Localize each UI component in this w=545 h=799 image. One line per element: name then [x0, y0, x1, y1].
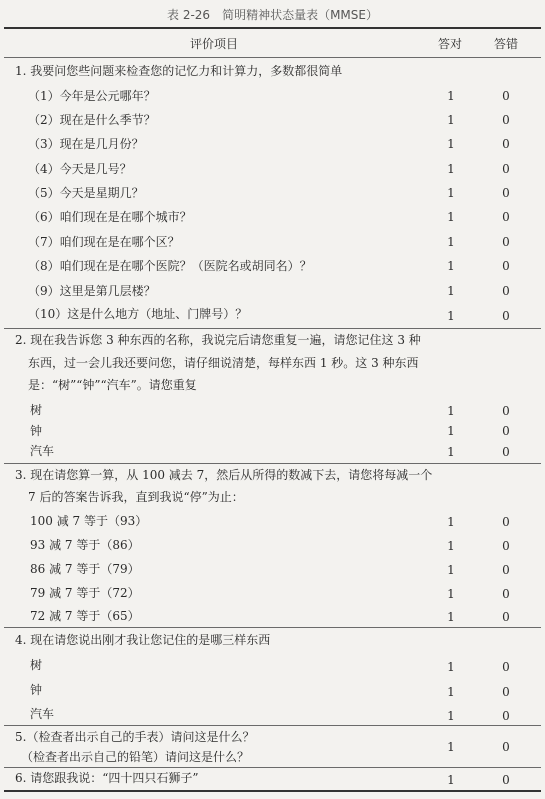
list-item: 树 — [30, 403, 43, 417]
list-item: 钟 — [30, 683, 43, 697]
section-2-title-line2: 东西，过一会儿我还要问您，请仔细说清楚，每样东西 1 秒。这 3 种东西 — [28, 356, 419, 370]
list-item: 72 减 7 等于（65） — [30, 609, 140, 623]
wrong-score: 0 — [502, 515, 510, 529]
list-item: （10）这是什么地方（地址、门牌号）？ — [28, 307, 248, 321]
correct-score: 1 — [447, 445, 455, 459]
correct-score: 1 — [447, 660, 455, 674]
correct-score: 1 — [447, 186, 455, 200]
correct-score: 1 — [447, 404, 455, 418]
header-wrong: 答错 — [493, 37, 518, 51]
section-3-title-line2: 7 后的答案告诉我，直到我说“停”为止： — [28, 490, 244, 504]
wrong-score: 0 — [502, 186, 510, 200]
correct-score: 1 — [447, 210, 455, 224]
wrong-score: 0 — [502, 773, 510, 787]
section-2-title: 2. 现在我告诉您 3 种东西的名称，我说完后请您重复一遍，请您记住这 3 种 — [15, 333, 421, 347]
section-divider — [4, 463, 541, 464]
wrong-score: 0 — [502, 563, 510, 577]
list-item: 树 — [30, 658, 43, 672]
correct-score: 1 — [447, 563, 455, 577]
correct-score: 1 — [447, 235, 455, 249]
correct-score: 1 — [447, 773, 455, 787]
wrong-score: 0 — [502, 660, 510, 674]
wrong-score: 0 — [502, 162, 510, 176]
wrong-score: 0 — [502, 210, 510, 224]
header-rule — [4, 57, 541, 58]
wrong-score: 0 — [502, 445, 510, 459]
correct-score: 1 — [447, 162, 455, 176]
section-divider — [4, 328, 541, 329]
wrong-score: 0 — [502, 259, 510, 273]
correct-score: 1 — [447, 424, 455, 438]
list-item: 汽车 — [30, 444, 55, 458]
section-5-title: 5.（检查者出示自己的手表）请问这是什么？ — [15, 730, 255, 744]
list-item: （9）这里是第几层楼？ — [28, 284, 156, 298]
list-item: （8）咱们现在是在哪个医院？（医院名或胡同名）？ — [28, 259, 312, 273]
wrong-score: 0 — [502, 587, 510, 601]
list-item: （4）今天是几号？ — [28, 162, 132, 176]
correct-score: 1 — [447, 515, 455, 529]
wrong-score: 0 — [502, 309, 510, 323]
wrong-score: 0 — [502, 610, 510, 624]
correct-score: 1 — [447, 113, 455, 127]
list-item: （2）现在是什么季节？ — [28, 113, 156, 127]
wrong-score: 0 — [502, 424, 510, 438]
table-caption: 表 2-26 简明精神状态量表（MMSE） — [167, 8, 378, 22]
section-5-title-line2: （检查者出示自己的铅笔）请问这是什么？ — [21, 750, 250, 764]
list-item: （5）今天是星期几？ — [28, 186, 144, 200]
list-item: 79 减 7 等于（72） — [30, 586, 140, 600]
section-4-title: 4. 现在请您说出刚才我让您记住的是哪三样东西 — [15, 633, 271, 647]
section-6-title: 6. 请您跟我说：“四十四只石狮子” — [15, 771, 199, 785]
section-3-title: 3. 现在请您算一算，从 100 减去 7，然后从所得的数减下去，请您将每减一个 — [15, 468, 433, 482]
correct-score: 1 — [447, 709, 455, 723]
correct-score: 1 — [447, 587, 455, 601]
wrong-score: 0 — [502, 404, 510, 418]
wrong-score: 0 — [502, 539, 510, 553]
section-divider — [4, 627, 541, 628]
wrong-score: 0 — [502, 284, 510, 298]
correct-score: 1 — [447, 539, 455, 553]
wrong-score: 0 — [502, 709, 510, 723]
table-bottom-rule — [4, 790, 541, 792]
list-item: 93 减 7 等于（86） — [30, 538, 140, 552]
correct-score: 1 — [447, 610, 455, 624]
wrong-score: 0 — [502, 235, 510, 249]
section-2-title-line3: 是：“树”“钟”“汽车”。请您重复 — [28, 378, 197, 392]
list-item: （3）现在是几月份？ — [28, 137, 144, 151]
list-item: 钟 — [30, 424, 43, 438]
correct-score: 1 — [447, 89, 455, 103]
wrong-score: 0 — [502, 740, 510, 754]
table-top-rule — [4, 27, 541, 29]
correct-score: 1 — [447, 685, 455, 699]
list-item: （6）咱们现在是在哪个城市？ — [28, 210, 192, 224]
correct-score: 1 — [447, 740, 455, 754]
header-correct: 答对 — [437, 37, 462, 51]
list-item: 86 减 7 等于（79） — [30, 562, 140, 576]
wrong-score: 0 — [502, 89, 510, 103]
correct-score: 1 — [447, 309, 455, 323]
list-item: （1）今年是公元哪年？ — [28, 89, 156, 103]
wrong-score: 0 — [502, 137, 510, 151]
wrong-score: 0 — [502, 113, 510, 127]
list-item: （7）咱们现在是在哪个区？ — [28, 235, 180, 249]
section-divider — [4, 725, 541, 726]
correct-score: 1 — [447, 284, 455, 298]
correct-score: 1 — [447, 259, 455, 273]
section-1-title: 1. 我要问您些问题来检查您的记忆力和计算力，多数都很简单 — [15, 64, 343, 78]
wrong-score: 0 — [502, 685, 510, 699]
list-item: 100 减 7 等于（93） — [30, 514, 148, 528]
correct-score: 1 — [447, 137, 455, 151]
section-divider — [4, 767, 541, 768]
header-item: 评价项目 — [190, 37, 239, 51]
list-item: 汽车 — [30, 707, 55, 721]
